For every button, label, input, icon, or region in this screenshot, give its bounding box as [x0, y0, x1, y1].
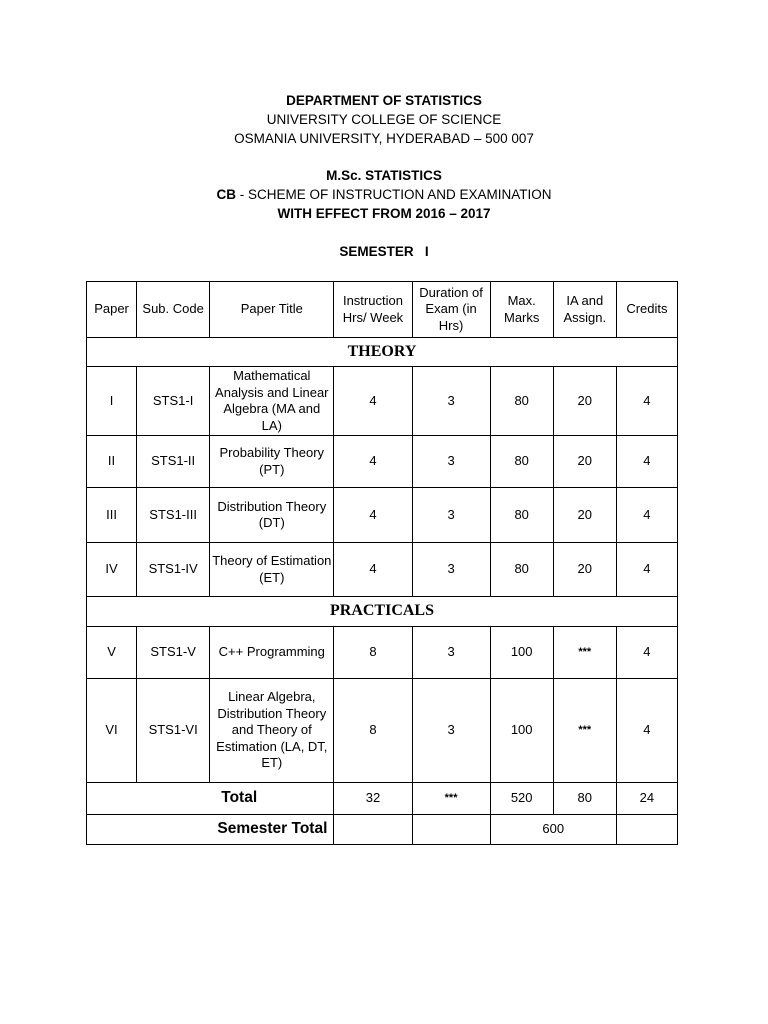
- semester-total-row: [87, 815, 678, 845]
- semester-title: SEMESTER I: [339, 244, 429, 259]
- credits-cell: 4: [616, 367, 677, 436]
- title-cell: Distribution Theory (DT): [210, 488, 334, 543]
- theory-section-row: [87, 338, 678, 367]
- total-hrs: 32: [334, 783, 412, 815]
- ia-cell: 20: [553, 488, 616, 543]
- hrs-cell: 8: [334, 627, 412, 679]
- duration-cell: 3: [412, 543, 490, 597]
- code-cell: STS1-V: [137, 627, 210, 679]
- table-row: [87, 543, 678, 597]
- scheme-prefix: CB: [216, 187, 236, 202]
- table-row: [87, 436, 678, 488]
- hrs-cell: 8: [334, 679, 412, 783]
- ia-cell: 20: [553, 367, 616, 436]
- semester-total-label: Semester Total: [87, 815, 334, 845]
- col-paper: Paper: [87, 282, 137, 338]
- code-cell: STS1-IV: [137, 543, 210, 597]
- hrs-cell: 4: [334, 367, 412, 436]
- semester-total-empty: [616, 815, 677, 845]
- department-title: DEPARTMENT OF STATISTICS: [286, 93, 482, 108]
- effect-line: WITH EFFECT FROM 2016 – 2017: [277, 206, 491, 221]
- program-title: M.Sc. STATISTICS: [326, 168, 442, 183]
- duration-cell: 3: [412, 679, 490, 783]
- code-cell: STS1-III: [137, 488, 210, 543]
- max-cell: 100: [490, 679, 553, 783]
- practicals-label: PRACTICALS: [87, 597, 678, 627]
- title-cell: Probability Theory (PT): [210, 436, 334, 488]
- max-cell: 100: [490, 627, 553, 679]
- duration-cell: 3: [412, 627, 490, 679]
- credits-cell: 4: [616, 627, 677, 679]
- total-label: Total: [87, 783, 334, 815]
- paper-cell: II: [87, 436, 137, 488]
- credits-cell: 4: [616, 488, 677, 543]
- col-sub-code: Sub. Code: [137, 282, 210, 338]
- total-duration: ***: [412, 783, 490, 815]
- col-max-marks: Max. Marks: [490, 282, 553, 338]
- col-credits: Credits: [616, 282, 677, 338]
- ia-cell: 20: [553, 543, 616, 597]
- code-cell: STS1-II: [137, 436, 210, 488]
- max-cell: 80: [490, 436, 553, 488]
- table-row: [87, 627, 678, 679]
- paper-cell: VI: [87, 679, 137, 783]
- semester-total-empty: [412, 815, 490, 845]
- semester-total-value: 600: [490, 815, 616, 845]
- duration-cell: 3: [412, 488, 490, 543]
- col-instruction: Instruction Hrs/ Week: [334, 282, 412, 338]
- col-paper-title: Paper Title: [210, 282, 334, 338]
- hrs-cell: 4: [334, 543, 412, 597]
- paper-cell: V: [87, 627, 137, 679]
- paper-cell: III: [87, 488, 137, 543]
- header-row: [87, 282, 678, 338]
- title-cell: Theory of Estimation (ET): [210, 543, 334, 597]
- duration-cell: 3: [412, 436, 490, 488]
- total-ia: 80: [553, 783, 616, 815]
- col-ia: IA and Assign.: [553, 282, 616, 338]
- ia-cell: 20: [553, 436, 616, 488]
- paper-cell: IV: [87, 543, 137, 597]
- university-name: OSMANIA UNIVERSITY, HYDERABAD – 500 007: [234, 131, 534, 146]
- max-cell: 80: [490, 488, 553, 543]
- theory-label: THEORY: [87, 338, 678, 367]
- scheme-line: [0, 186, 768, 204]
- ia-cell: ***: [553, 679, 616, 783]
- total-row: [87, 783, 678, 815]
- paper-cell: I: [87, 367, 137, 436]
- col-duration: Duration of Exam (in Hrs): [412, 282, 490, 338]
- table-row: [87, 679, 678, 783]
- scheme-table: [86, 281, 678, 845]
- total-max: 520: [490, 783, 553, 815]
- semester-total-empty: [334, 815, 412, 845]
- ia-cell: ***: [553, 627, 616, 679]
- max-cell: 80: [490, 367, 553, 436]
- title-cell: Linear Algebra, Distribution Theory and Theory of Estimation (LA, DT, ET): [210, 679, 334, 783]
- credits-cell: 4: [616, 679, 677, 783]
- college-name: UNIVERSITY COLLEGE OF SCIENCE: [266, 112, 502, 127]
- practicals-section-row: [87, 597, 678, 627]
- code-cell: STS1-VI: [137, 679, 210, 783]
- max-cell: 80: [490, 543, 553, 597]
- code-cell: STS1-I: [137, 367, 210, 436]
- table-row: [87, 488, 678, 543]
- hrs-cell: 4: [334, 488, 412, 543]
- table-row: [87, 367, 678, 436]
- hrs-cell: 4: [334, 436, 412, 488]
- total-credits: 24: [616, 783, 677, 815]
- title-cell: Mathematical Analysis and Linear Algebra (MA and LA): [210, 367, 334, 436]
- scheme-text: - SCHEME OF INSTRUCTION AND EXAMINATION: [235, 187, 552, 202]
- credits-cell: 4: [616, 436, 677, 488]
- duration-cell: 3: [412, 367, 490, 436]
- title-cell: C++ Programming: [210, 627, 334, 679]
- credits-cell: 4: [616, 543, 677, 597]
